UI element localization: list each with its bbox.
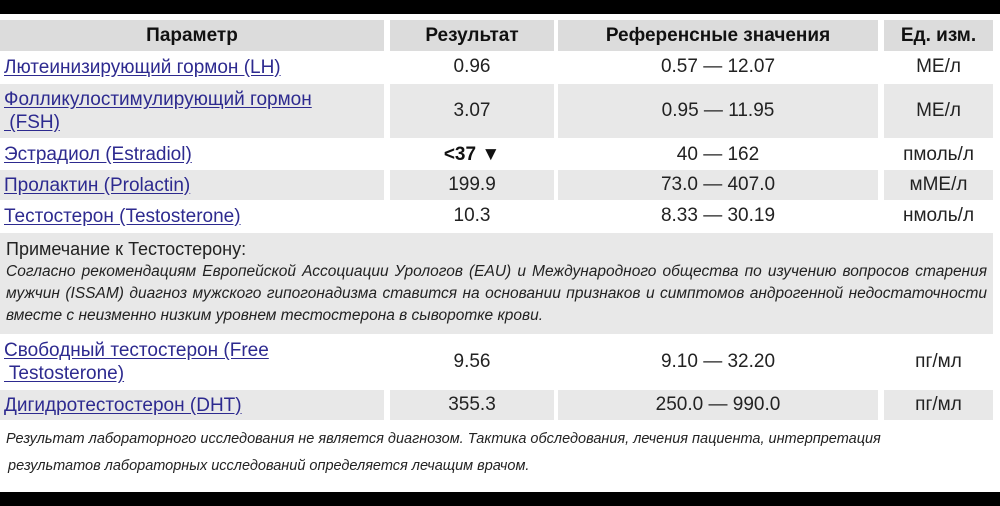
- parameter-link-prolactin[interactable]: Пролактин (Prolactin): [4, 174, 191, 196]
- note-text: Согласно рекомендациям Европейской Ассоциации Урологов (EAU) и Международного общества по изучению вопросов старения мужчин (ISSAM) диагноз мужского гипогонадизма ставится на основании признаков и симптомов андрогенной недостаточности вместе с неизменно низким уровнем тестостерона в сыворотке крови.: [6, 263, 987, 324]
- parameter-link-fsh[interactable]: [4, 88, 312, 134]
- table-row: [0, 170, 993, 200]
- result-cell: 199.9: [390, 170, 554, 200]
- disclaimer: [6, 426, 986, 480]
- testosterone-note: [0, 233, 993, 334]
- reference-cell: 250.0 — 990.0: [558, 390, 878, 420]
- result-cell: 10.3: [453, 205, 491, 226]
- lab-results-page: [0, 14, 1000, 492]
- table-row: [0, 140, 993, 169]
- header-result: Результат: [390, 20, 554, 51]
- header-unit: Ед. изм.: [884, 20, 993, 51]
- parameter-name-line2: (FSH): [4, 112, 60, 133]
- reference-cell: 9.10 — 32.20: [660, 351, 776, 372]
- unit-cell: мМЕ/л: [884, 170, 993, 200]
- table-row: [0, 336, 993, 388]
- disclaimer-line2: результатов лабораторных исследований определяется лечащим врачом.: [8, 458, 530, 474]
- parameter-cell: [0, 336, 384, 388]
- parameter-cell: [0, 84, 384, 138]
- parameter-name-line1: Свободный тестостерон (Free: [4, 340, 269, 361]
- parameter-name-line2: Testosterone): [4, 363, 125, 384]
- table-row: [0, 84, 993, 138]
- result-cell: 355.3: [390, 390, 554, 420]
- header-reference: Референсные значения: [558, 20, 878, 51]
- table-row: [0, 52, 993, 82]
- result-cell: 3.07: [390, 84, 554, 138]
- unit-cell: нмоль/л: [902, 205, 975, 226]
- table-row: [0, 390, 993, 420]
- parameter-cell: [0, 140, 384, 169]
- parameter-name-line1: Фолликулостимулирующий гормон: [4, 89, 312, 110]
- unit-cell: пмоль/л: [903, 143, 974, 165]
- reference-cell: 0.57 — 12.07: [660, 56, 776, 77]
- parameter-cell: [0, 201, 384, 231]
- parameter-link-lh[interactable]: Лютеинизирующий гормон (LH): [4, 56, 281, 78]
- reference-cell: 0.95 — 11.95: [558, 84, 878, 138]
- parameter-link-testosterone[interactable]: Тестостерон (Testosterone): [4, 205, 241, 227]
- result-cell: 0.96: [453, 56, 491, 77]
- reference-cell: 8.33 — 30.19: [660, 205, 776, 226]
- reference-cell: 73.0 — 407.0: [558, 170, 878, 200]
- unit-cell: пг/мл: [884, 390, 993, 420]
- parameter-link-estradiol[interactable]: Эстрадиол (Estradiol): [4, 144, 192, 165]
- parameter-link-dht[interactable]: Дигидротестостерон (DHT): [4, 394, 242, 416]
- parameter-cell: [0, 170, 384, 200]
- table-row: [0, 201, 993, 231]
- unit-cell: МЕ/л: [884, 84, 993, 138]
- unit-cell: МЕ/л: [916, 56, 961, 77]
- result-cell-low-flag: <37 ▼: [443, 143, 501, 165]
- result-cell: 9.56: [453, 351, 491, 372]
- disclaimer-line1: Результат лабораторного исследования не является диагнозом. Тактика обследования, лечения пациента, интерпретация: [6, 431, 881, 447]
- note-title: Примечание к Тестостерону:: [6, 239, 247, 259]
- header-parameter: Параметр: [0, 20, 384, 51]
- unit-cell: пг/мл: [915, 351, 962, 372]
- parameter-cell: [0, 390, 384, 420]
- parameter-link-free-testosterone[interactable]: [4, 339, 269, 385]
- reference-cell: 40 — 162: [676, 143, 760, 165]
- parameter-cell: [0, 52, 384, 82]
- table-header-row: [0, 20, 993, 51]
